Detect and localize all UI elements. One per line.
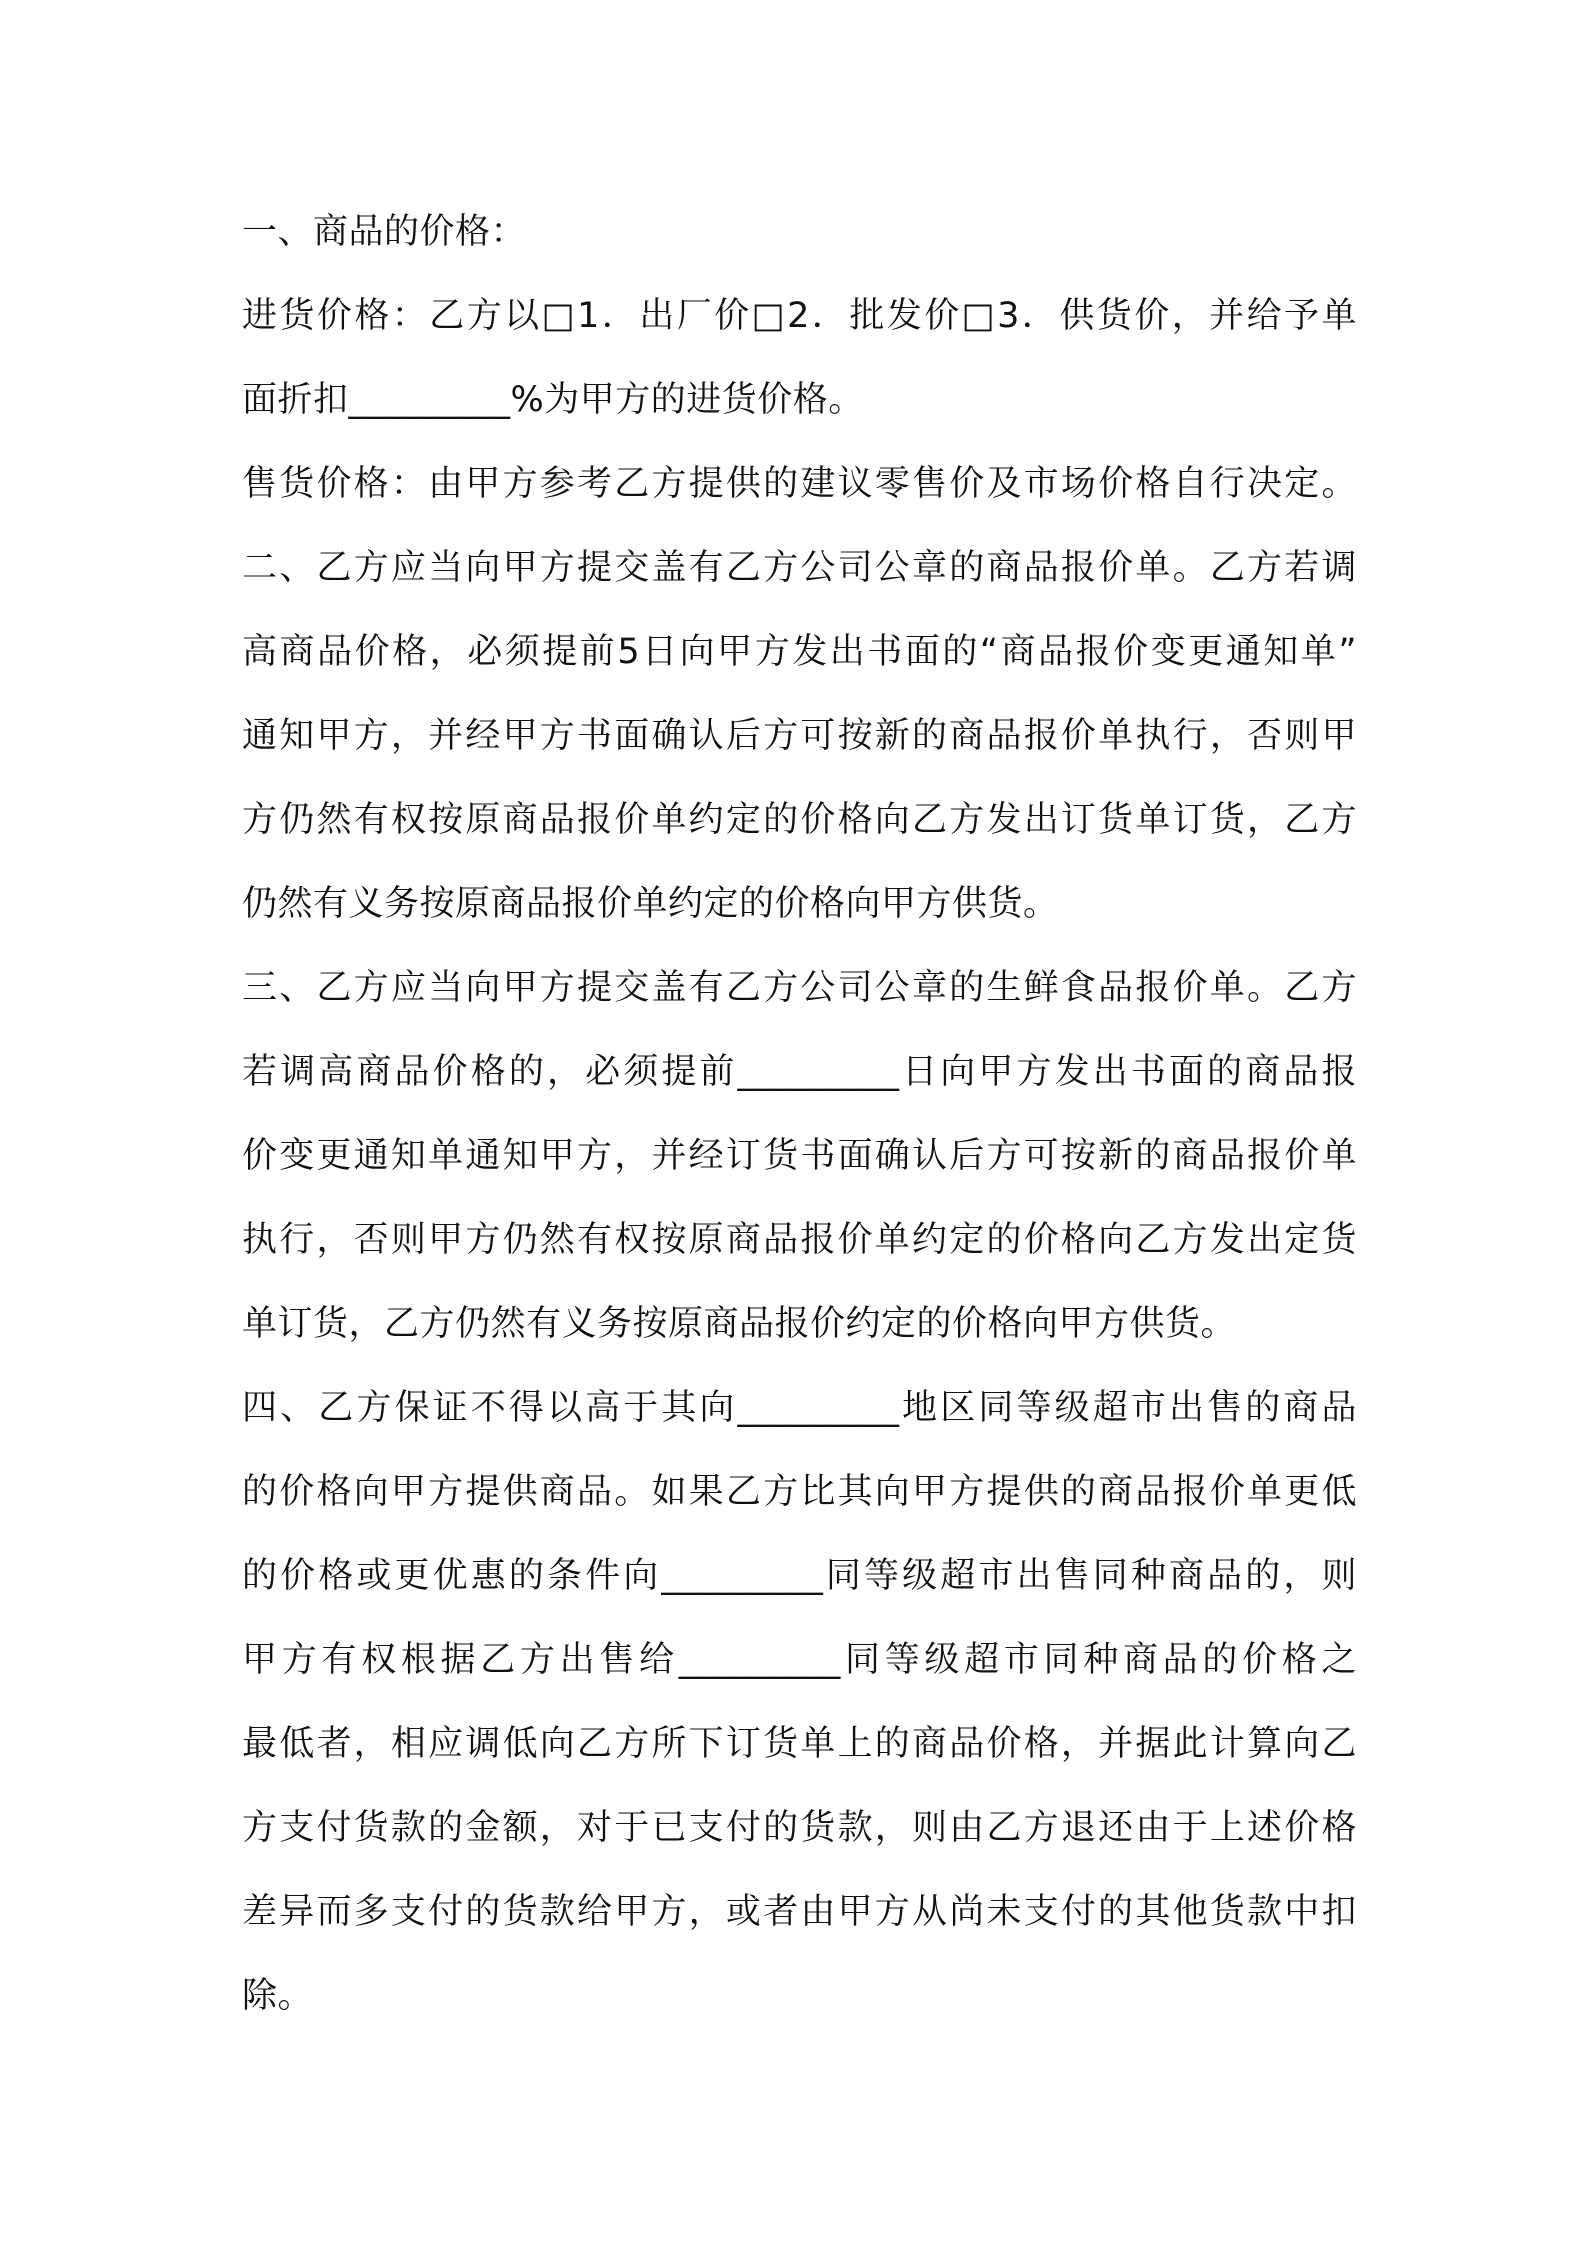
text-line: 除。 <box>242 1976 314 2016</box>
text-line: 单订货，乙方仍然有义务按原商品报价约定的价格向甲方供货。 <box>242 1304 1237 1344</box>
section-heading-price: 一、商品的价格： <box>242 212 527 252</box>
text-line: 售货价格：由甲方参考乙方提供的建议零售价及市场价格自行决定。 <box>242 464 1357 504</box>
text-line: 仍然有义务按原商品报价单约定的价格向甲方供货。 <box>242 884 1059 924</box>
text-line: 的价格向甲方提供商品。如果乙方比其向甲方提供的商品报价单更低 <box>242 1472 1357 1512</box>
text-line: 差异而多支付的货款给甲方，或者由甲方从尚未支付的其他货款中扣 <box>242 1892 1357 1932</box>
text-line: 方仍然有权按原商品报价单约定的价格向乙方发出订货单订货，乙方 <box>242 800 1357 840</box>
text-line: 通知甲方，并经甲方书面确认后方可按新的商品报价单执行，否则甲 <box>242 716 1357 756</box>
text-line: 高商品价格，必须提前5日向甲方发出书面的“商品报价变更通知单” <box>242 632 1357 672</box>
text-line: 若调高商品价格的，必须提前_________日向甲方发出书面的商品报 <box>242 1052 1357 1092</box>
text-line: 价变更通知单通知甲方，并经订货书面确认后方可按新的商品报价单 <box>242 1136 1357 1176</box>
text-line: 执行，否则甲方仍然有权按原商品报价单约定的价格向乙方发出定货 <box>242 1220 1357 1260</box>
text-line: 三、乙方应当向甲方提交盖有乙方公司公章的生鲜食品报价单。乙方 <box>242 968 1357 1008</box>
text-line: 进货价格：乙方以□1．出厂价□2．批发价□3．供货价，并给予单 <box>242 296 1357 336</box>
text-line: 的价格或更优惠的条件向_________同等级超市出售同种商品的，则 <box>242 1556 1357 1596</box>
text-line: 四、乙方保证不得以高于其向_________地区同等级超市出售的商品 <box>242 1388 1357 1428</box>
document-body <box>242 190 1357 2038</box>
text-line: 最低者，相应调低向乙方所下订货单上的商品价格，并据此计算向乙 <box>242 1724 1357 1764</box>
text-line: 二、乙方应当向甲方提交盖有乙方公司公章的商品报价单。乙方若调 <box>242 548 1357 588</box>
text-line: 甲方有权根据乙方出售给_________同等级超市同种商品的价格之 <box>242 1640 1357 1680</box>
text-line: 面折扣_________%为甲方的进货价格。 <box>242 380 864 420</box>
text-line: 方支付货款的金额，对于已支付的货款，则由乙方退还由于上述价格 <box>242 1808 1357 1848</box>
